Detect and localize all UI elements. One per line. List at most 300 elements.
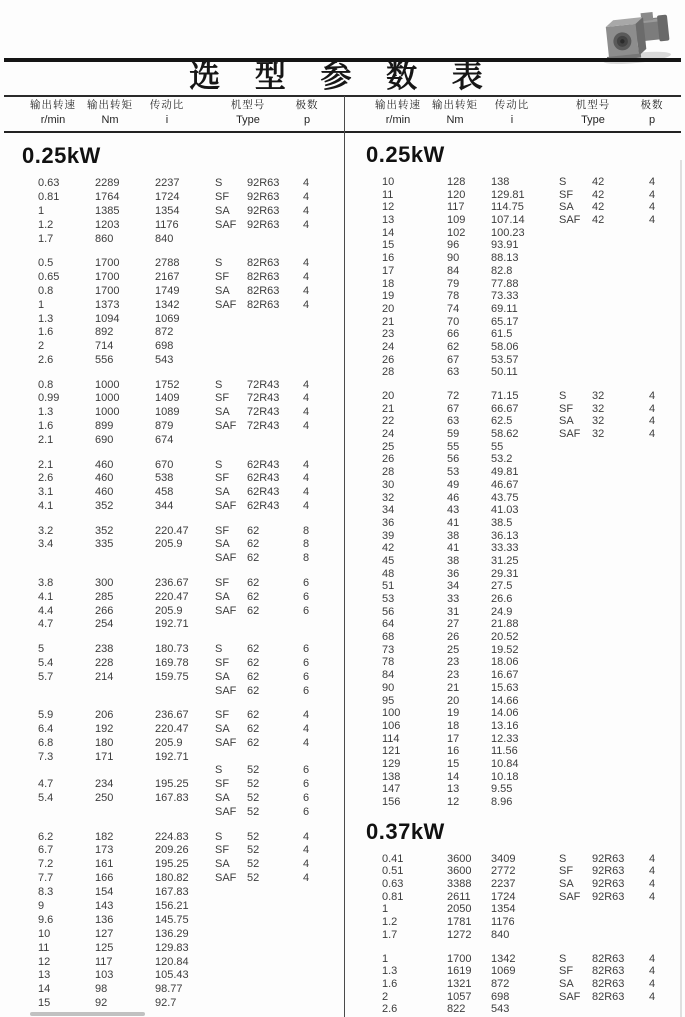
table-row [344, 853, 685, 866]
cell-speed: 21 [382, 402, 395, 415]
header-poles: 极数 p [295, 99, 319, 126]
cell-speed: 7.7 [38, 872, 54, 885]
cell-type-model [247, 354, 303, 368]
cell-poles [303, 340, 323, 354]
table-row [344, 978, 685, 991]
cell-type-model: 92R63 [247, 177, 280, 189]
cell-torque: 214 [95, 670, 114, 683]
cell-type-prefix: SAF [215, 736, 237, 749]
cell-poles [649, 530, 669, 543]
cell-type-prefix [559, 568, 592, 581]
cell-type-model [592, 453, 649, 466]
cell-speed: 25 [382, 440, 395, 453]
cell-type-model: 52 [247, 778, 260, 791]
cell-type-prefix: SAF [559, 890, 581, 903]
cell-poles: 4 [303, 844, 310, 857]
cell-speed: 0.41 [382, 852, 404, 865]
cell-speed: 4.1 [38, 590, 54, 603]
cell-speed: 5 [38, 642, 45, 655]
cell-ratio: 344 [155, 500, 174, 513]
table-row [0, 379, 344, 393]
cell-torque: 234 [95, 778, 114, 791]
cell-poles [649, 707, 669, 720]
cell-ratio: 12.33 [491, 732, 519, 745]
cell-ratio: 11.56 [491, 745, 518, 758]
cell-ratio: 1354 [155, 204, 180, 217]
power-section [0, 143, 344, 1011]
table-row [0, 723, 344, 737]
cell-type-prefix [559, 745, 592, 758]
cell-ratio: 129.83 [155, 941, 189, 954]
cell-poles: 4 [303, 830, 310, 843]
table-row [0, 500, 344, 514]
cell-ratio: 205.9 [155, 538, 183, 551]
cell-speed: 1.7 [382, 928, 398, 941]
cell-type-model: 72R43 [247, 392, 280, 405]
cell-poles: 6 [303, 656, 310, 669]
table-row [344, 580, 685, 593]
cell-torque: 17 [447, 732, 460, 745]
cell-ratio: 27.5 [491, 580, 513, 593]
cell-poles: 6 [303, 590, 310, 603]
cell-ratio: 41.03 [491, 504, 519, 517]
table-row [0, 552, 344, 566]
cell-ratio: 2167 [155, 270, 180, 283]
cell-speed: 0.81 [382, 890, 404, 903]
cell-torque: 3388 [447, 878, 472, 891]
cell-type-prefix: SA [215, 284, 230, 297]
cell-type-prefix [215, 434, 247, 448]
cell-torque: 21 [447, 681, 460, 694]
cell-poles: 4 [303, 392, 310, 405]
table-row [0, 792, 344, 806]
table-row [0, 406, 344, 420]
cell-ratio: 82.8 [491, 264, 513, 277]
cell-type-model: 62 [247, 552, 260, 565]
section-heading: 0.25kW [22, 143, 101, 168]
cell-ratio: 20.52 [491, 631, 519, 644]
cell-poles [649, 278, 669, 291]
header-bottom-rule [4, 131, 681, 133]
cell-poles [649, 252, 669, 265]
cell-ratio: 458 [155, 486, 174, 499]
cell-torque: 352 [95, 524, 114, 537]
cell-poles [649, 517, 669, 530]
cell-speed: 2.6 [38, 354, 54, 367]
cell-torque: 2050 [447, 903, 472, 916]
cell-torque: 1057 [447, 990, 472, 1003]
cell-poles [649, 669, 669, 682]
cell-poles: 4 [303, 872, 310, 885]
cell-speed: 4.7 [38, 618, 54, 631]
cell-type-model: 52 [247, 872, 260, 885]
cell-speed: 1.2 [38, 218, 54, 231]
cell-speed: 156 [382, 796, 401, 808]
table-row [0, 751, 344, 765]
cell-speed: 1.3 [38, 312, 54, 325]
cell-speed: 0.5 [38, 256, 54, 269]
cell-ratio: 14.66 [491, 694, 519, 707]
cell-type-prefix [559, 580, 592, 593]
cell-torque: 117 [447, 201, 465, 214]
table-row [344, 606, 685, 619]
cell-ratio: 543 [155, 354, 174, 367]
cell-speed: 8.3 [38, 886, 54, 899]
cell-type-model: 62 [247, 708, 260, 721]
cell-type-prefix: SA [215, 406, 230, 419]
header-output-torque: 输出转矩 Nm [432, 99, 478, 126]
cell-type-prefix [559, 517, 592, 530]
cell-torque: 96 [447, 239, 460, 252]
cell-speed: 0.81 [38, 190, 60, 203]
cell-torque: 27 [447, 618, 460, 631]
cell-torque: 180 [95, 736, 114, 749]
cell-ratio: 220.47 [155, 722, 189, 735]
cell-type-prefix [559, 354, 592, 367]
cell-ratio: 69.11 [491, 302, 518, 315]
table-row [344, 441, 685, 454]
cell-ratio [155, 764, 215, 778]
cell-torque: 19 [447, 707, 460, 720]
table-row [344, 530, 685, 543]
cell-ratio: 10.18 [491, 770, 519, 783]
cell-poles [649, 593, 669, 606]
cell-ratio: 29.31 [491, 567, 519, 580]
cell-type-prefix: SAF [215, 298, 237, 311]
cell-ratio: 670 [155, 458, 174, 471]
cell-type-model: 62 [247, 642, 260, 655]
cell-poles [303, 928, 323, 942]
cell-speed: 28 [382, 366, 395, 379]
cell-speed: 12 [38, 955, 51, 968]
cell-poles: 8 [303, 538, 310, 551]
cell-ratio: 180.73 [155, 642, 189, 655]
cell-type-model [592, 707, 649, 720]
cell-type-model: 42 [592, 188, 605, 201]
table-row [0, 285, 344, 299]
cell-type-model: 52 [247, 792, 260, 805]
cell-poles [649, 580, 669, 593]
cell-poles: 4 [649, 890, 656, 903]
cell-ratio: 205.9 [155, 604, 183, 617]
table-row [0, 486, 344, 500]
cell-torque: 822 [447, 1003, 466, 1016]
cell-torque: 1373 [95, 298, 120, 311]
cell-torque: 74 [447, 302, 460, 315]
cell-torque: 103 [95, 969, 114, 982]
table-row [0, 577, 344, 591]
cell-torque: 43 [447, 504, 460, 517]
cell-type-model [592, 479, 649, 492]
cell-type-model: 62 [247, 670, 260, 683]
cell-speed: 5.7 [38, 670, 54, 683]
cell-type-prefix [215, 233, 247, 247]
cell-torque: 300 [95, 576, 114, 589]
cell-type-prefix: SAF [215, 684, 237, 697]
cell-type-prefix: SF [215, 270, 230, 283]
cell-torque: 690 [95, 434, 114, 447]
table-row [0, 671, 344, 685]
cell-torque: 1203 [95, 218, 120, 231]
cell-torque: 250 [95, 792, 114, 805]
cell-torque: 84 [447, 264, 460, 277]
table-row [344, 568, 685, 581]
cell-torque: 161 [95, 858, 114, 871]
cell-type-prefix [559, 707, 592, 720]
cell-poles [649, 441, 669, 454]
cell-torque: 20 [447, 694, 460, 707]
cell-torque: 892 [95, 326, 114, 339]
ratio-group [0, 577, 344, 633]
cell-type-model [592, 328, 649, 341]
cell-ratio: 31.25 [491, 554, 519, 567]
cell-type-prefix: SA [215, 204, 230, 217]
cell-torque: 1385 [95, 204, 120, 217]
table-row [0, 942, 344, 956]
cell-ratio: 15.63 [491, 681, 519, 694]
cell-type-prefix: SF [215, 778, 230, 791]
cell-torque: 90 [447, 252, 460, 265]
cell-poles [649, 341, 669, 354]
cell-ratio: 33.33 [491, 542, 519, 555]
cell-speed: 78 [382, 656, 395, 669]
cell-poles: 6 [303, 806, 310, 819]
cell-type-model: 72R43 [247, 378, 280, 391]
table-row [344, 214, 685, 227]
cell-poles: 4 [649, 852, 656, 865]
cell-torque: 38 [447, 529, 460, 542]
cell-type-model [592, 758, 649, 771]
cell-type-prefix: SAF [215, 420, 237, 433]
cell-torque: 79 [447, 277, 460, 290]
cell-type-prefix: SAF [215, 552, 237, 565]
cell-ratio: 192.71 [155, 618, 189, 631]
ratio-group [0, 379, 344, 448]
cell-poles: 4 [649, 214, 656, 227]
cell-poles [649, 745, 669, 758]
table-row [344, 796, 685, 809]
cell-type-model [247, 340, 303, 354]
cell-type-prefix [559, 252, 592, 265]
cell-poles [649, 316, 669, 329]
cell-torque: 714 [95, 340, 114, 353]
table-row [0, 831, 344, 845]
table-row [0, 233, 344, 247]
cell-poles [649, 354, 669, 367]
cell-speed: 138 [382, 770, 401, 783]
cell-type-model: 62 [247, 576, 260, 589]
cell-speed: 45 [382, 554, 395, 567]
table-row [0, 538, 344, 552]
table-right-half [344, 138, 685, 1016]
cell-speed: 1.2 [382, 916, 398, 929]
table-row [0, 844, 344, 858]
cell-type-model [247, 886, 303, 900]
cell-poles: 4 [649, 878, 656, 891]
cell-ratio: 236.67 [155, 708, 189, 721]
cell-torque: 41 [447, 542, 460, 555]
cell-speed: 0.51 [382, 865, 404, 878]
cell-torque: 182 [95, 830, 114, 843]
cell-poles [303, 997, 323, 1011]
cell-type-prefix: S [559, 852, 567, 865]
cell-torque: 460 [95, 486, 114, 499]
cell-torque: 53 [447, 466, 460, 479]
cell-type-prefix [559, 278, 592, 291]
cell-poles [303, 969, 323, 983]
table-row [344, 492, 685, 505]
cell-type-model [592, 1003, 649, 1016]
cell-torque: 1094 [95, 312, 120, 325]
cell-type-prefix: SAF [215, 806, 237, 819]
cell-torque: 352 [95, 500, 114, 513]
cell-speed: 56 [382, 605, 395, 618]
cell-type-model [592, 441, 649, 454]
table-row [344, 891, 685, 904]
cell-speed: 1.3 [382, 965, 398, 978]
cell-poles [303, 900, 323, 914]
cell-poles: 4 [303, 378, 310, 391]
cell-ratio: 205.9 [155, 736, 183, 749]
cell-poles [649, 479, 669, 492]
cell-speed: 28 [382, 466, 395, 479]
cell-type-prefix [559, 239, 592, 252]
cell-speed: 73 [382, 643, 395, 656]
cell-speed: 6.8 [38, 736, 54, 749]
cell-ratio: 21.88 [491, 618, 519, 631]
table-row [0, 969, 344, 983]
table-content [0, 138, 685, 1016]
table-row [0, 997, 344, 1011]
cell-poles [649, 618, 669, 631]
cell-type-model [247, 233, 303, 247]
cell-torque: 78 [447, 290, 460, 303]
cell-poles: 6 [303, 684, 310, 697]
table-row [344, 366, 685, 379]
cell-torque: 15 [447, 757, 460, 770]
cell-torque: 2611 [447, 890, 471, 903]
cell-type-prefix [215, 969, 247, 983]
cell-ratio: 24.9 [491, 605, 513, 618]
cell-ratio: 65.17 [491, 315, 519, 328]
cell-poles: 4 [649, 965, 656, 978]
cell-type-model: 72R43 [247, 420, 280, 433]
table-column-headers [0, 98, 685, 130]
cell-torque: 3600 [447, 865, 472, 878]
cell-speed: 15 [38, 997, 51, 1010]
cell-type-prefix: S [215, 177, 223, 189]
cell-type-model: 62 [247, 604, 260, 617]
cell-torque: 31 [447, 605, 460, 618]
cell-poles [649, 916, 669, 929]
cell-type-prefix: SF [559, 965, 574, 978]
cell-speed: 6.7 [38, 844, 54, 857]
cell-type-prefix [559, 290, 592, 303]
cell-ratio: 14.06 [491, 707, 519, 720]
cell-ratio: 38.5 [491, 516, 513, 529]
cell-poles [303, 886, 323, 900]
table-row [344, 542, 685, 555]
header-ratio: 传动比 i [494, 99, 530, 126]
cell-poles: 4 [303, 858, 310, 871]
table-row [344, 290, 685, 303]
cell-type-prefix [559, 1003, 592, 1016]
cell-type-model [592, 530, 649, 543]
cell-ratio: 872 [491, 977, 510, 990]
cell-speed: 10 [382, 176, 395, 188]
table-row [0, 525, 344, 539]
cell-torque: 117 [95, 955, 113, 968]
table-row [344, 504, 685, 517]
cell-torque: 166 [95, 872, 114, 885]
cell-type-prefix [215, 886, 247, 900]
cell-type-model: 62 [247, 684, 260, 697]
cell-ratio: 698 [155, 340, 174, 353]
cell-type-prefix [215, 956, 247, 970]
cell-type-prefix: SF [215, 392, 230, 405]
cell-type-prefix [215, 751, 247, 765]
cell-poles [649, 466, 669, 479]
cell-poles [649, 453, 669, 466]
cell-poles [649, 492, 669, 505]
cell-speed: 13 [38, 969, 51, 982]
cell-poles [649, 682, 669, 695]
cell-poles [649, 328, 669, 341]
cell-type-model [592, 929, 649, 942]
cell-type-prefix [559, 316, 592, 329]
table-row [344, 316, 685, 329]
table-row [0, 737, 344, 751]
cell-poles [649, 555, 669, 568]
cell-ratio: 53.57 [491, 353, 519, 366]
cell-ratio: 61.5 [491, 328, 513, 341]
table-row [344, 428, 685, 441]
table-row [344, 631, 685, 644]
table-row [344, 227, 685, 240]
cell-speed: 3.8 [38, 576, 54, 589]
cell-torque: 1272 [447, 928, 472, 941]
cell-type-prefix [215, 313, 247, 327]
cell-type-prefix [215, 914, 247, 928]
cell-torque [95, 685, 155, 699]
cell-type-model: 82R63 [247, 256, 280, 269]
cell-speed: 12 [382, 201, 395, 214]
cell-torque: 18 [447, 719, 460, 732]
cell-type-prefix [559, 929, 592, 942]
cell-ratio: 145.75 [155, 913, 189, 926]
cell-type-model [247, 434, 303, 448]
table-row [344, 878, 685, 891]
cell-speed: 1.3 [38, 406, 54, 419]
cell-poles [303, 983, 323, 997]
cell-poles: 6 [303, 778, 310, 791]
cell-speed: 2 [38, 340, 45, 353]
cell-torque: 335 [95, 538, 114, 551]
cell-ratio: 71.15 [491, 390, 519, 402]
cell-poles: 4 [649, 176, 656, 188]
cell-poles: 4 [303, 270, 310, 283]
cell-poles [649, 1003, 669, 1016]
cell-poles [649, 903, 669, 916]
cell-ratio: 18.06 [491, 656, 519, 669]
cell-torque: 254 [95, 618, 114, 631]
cell-type-model: 82R63 [592, 990, 625, 1003]
cell-type-prefix: SA [215, 590, 230, 603]
cell-torque: 154 [95, 886, 114, 899]
cell-torque: 120 [447, 188, 466, 201]
cell-type-model [592, 733, 649, 746]
table-row [0, 806, 344, 820]
